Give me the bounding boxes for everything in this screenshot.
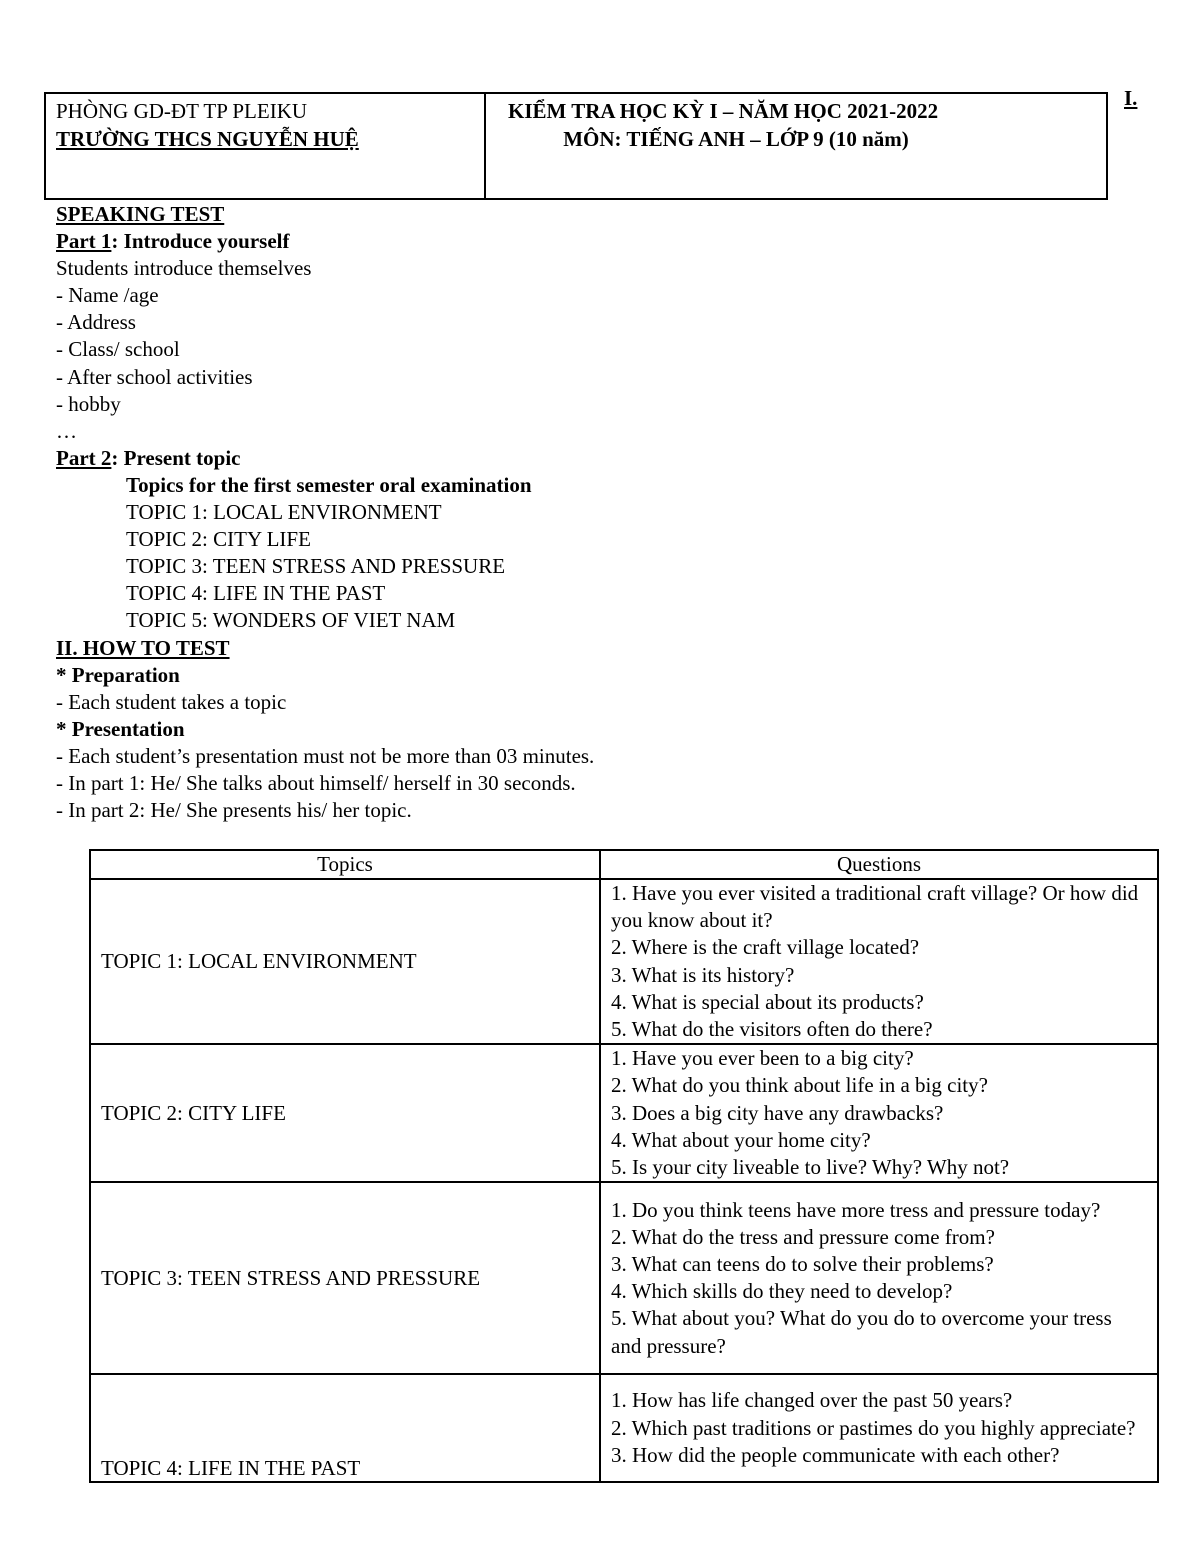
- school-name: TRƯỜNG THCS NGUYỄN HUỆ: [56, 127, 359, 151]
- topics-column-header: Topics: [90, 850, 600, 879]
- instructions: [56, 201, 1156, 824]
- table-header-row: [90, 850, 1158, 879]
- questions-cell: [600, 1374, 1158, 1482]
- question: 5. What about you? What do you do to overcome your tress and pressure?: [611, 1306, 1112, 1358]
- exam-header: [44, 92, 1108, 200]
- part1-heading: [56, 228, 1156, 255]
- presentation-heading: * Presentation: [56, 716, 185, 741]
- topics-questions-table: [89, 849, 1159, 1483]
- section-mark: I.: [1124, 86, 1138, 110]
- exam-subject: MÔN: TIẾNG ANH – LỚP 9 (10 năm): [563, 127, 909, 151]
- topic-item: TOPIC 4: LIFE IN THE PAST: [126, 581, 386, 606]
- question: 2. What do you think about life in a big city?: [611, 1073, 988, 1098]
- question: 5. Is your city liveable to live? Why? Why not?: [611, 1155, 1010, 1180]
- question: 3. What is its history?: [611, 962, 795, 987]
- part1-item: …: [56, 418, 77, 443]
- questions-cell: [600, 1044, 1158, 1182]
- table-row: [90, 1182, 1158, 1374]
- topic-cell: TOPIC 3: TEEN STRESS AND PRESSURE: [90, 1182, 600, 1374]
- topic-item: TOPIC 5: WONDERS OF VIET NAM: [126, 608, 456, 633]
- table-row: [90, 879, 1158, 1044]
- question: 5. What do the visitors often do there?: [611, 1017, 933, 1042]
- topic-cell: TOPIC 2: CITY LIFE: [90, 1044, 600, 1182]
- topic-cell: TOPIC 1: LOCAL ENVIRONMENT: [90, 879, 600, 1044]
- preparation-heading: * Preparation: [56, 662, 180, 687]
- part1-intro: Students introduce themselves: [56, 256, 312, 281]
- question: 4. What about your home city?: [611, 1127, 871, 1152]
- part2-title: : Present topic: [111, 445, 241, 470]
- question: 4. Which skills do they need to develop?: [611, 1279, 953, 1304]
- part1-item: - Class/ school: [56, 337, 180, 362]
- part1-item: - Address: [56, 310, 136, 335]
- part1-item: - Name /age: [56, 283, 159, 308]
- office-name: PHÒNG GD-ĐT TP PLEIKU: [56, 99, 308, 123]
- part1-item: - After school activities: [56, 364, 253, 389]
- preparation-text: - Each student takes a topic: [56, 689, 287, 714]
- how-to-test-title: II. HOW TO TEST: [56, 635, 230, 660]
- question: 3. Does a big city have any drawbacks?: [611, 1100, 944, 1125]
- topic-cell: TOPIC 4: LIFE IN THE PAST: [90, 1374, 600, 1482]
- part1-title: : Introduce yourself: [111, 229, 290, 254]
- topics-heading: Topics for the first semester oral examination: [126, 472, 532, 497]
- topic-item: TOPIC 1: LOCAL ENVIRONMENT: [126, 500, 442, 525]
- table-row: [90, 1374, 1158, 1482]
- topic-item: TOPIC 2: CITY LIFE: [126, 527, 311, 552]
- part1-label: Part 1: [56, 229, 112, 254]
- table-row: [90, 1044, 1158, 1182]
- question: 1. Have you ever visited a traditional craft village? Or how did you know about it?: [611, 881, 1139, 933]
- exam-info: [486, 94, 1106, 198]
- topic-item: TOPIC 3: TEEN STRESS AND PRESSURE: [126, 554, 506, 579]
- question: 3. What can teens do to solve their problems?: [611, 1252, 994, 1277]
- exam-title: KIỂM TRA HỌC KỲ I – NĂM HỌC 2021-2022: [508, 99, 939, 123]
- presentation-line: - In part 2: He/ She presents his/ her topic.: [56, 798, 412, 823]
- questions-column-header: Questions: [600, 850, 1158, 879]
- question: 4. What is special about its products?: [611, 989, 924, 1014]
- presentation-line: - Each student’s presentation must not be more than 03 minutes.: [56, 743, 595, 768]
- speaking-title: SPEAKING TEST: [56, 202, 225, 226]
- part2-label: Part 2: [56, 445, 112, 470]
- questions-cell: [600, 1182, 1158, 1374]
- school-info: [46, 94, 486, 198]
- presentation-line: - In part 1: He/ She talks about himself/ herself in 30 seconds.: [56, 770, 576, 795]
- question: 1. How has life changed over the past 50 years?: [611, 1388, 1013, 1413]
- question: 1. Have you ever been to a big city?: [611, 1046, 914, 1071]
- part2-heading: [56, 445, 1156, 472]
- part1-item: - hobby: [56, 391, 121, 416]
- question: 2. Which past traditions or pastimes do you highly appreciate?: [611, 1415, 1136, 1440]
- question: 2. What do the tress and pressure come from?: [611, 1224, 995, 1249]
- question: 2. Where is the craft village located?: [611, 935, 920, 960]
- question: 3. How did the people communicate with each other?: [611, 1442, 1060, 1467]
- question: 1. Do you think teens have more tress and pressure today?: [611, 1197, 1101, 1222]
- questions-cell: [600, 879, 1158, 1044]
